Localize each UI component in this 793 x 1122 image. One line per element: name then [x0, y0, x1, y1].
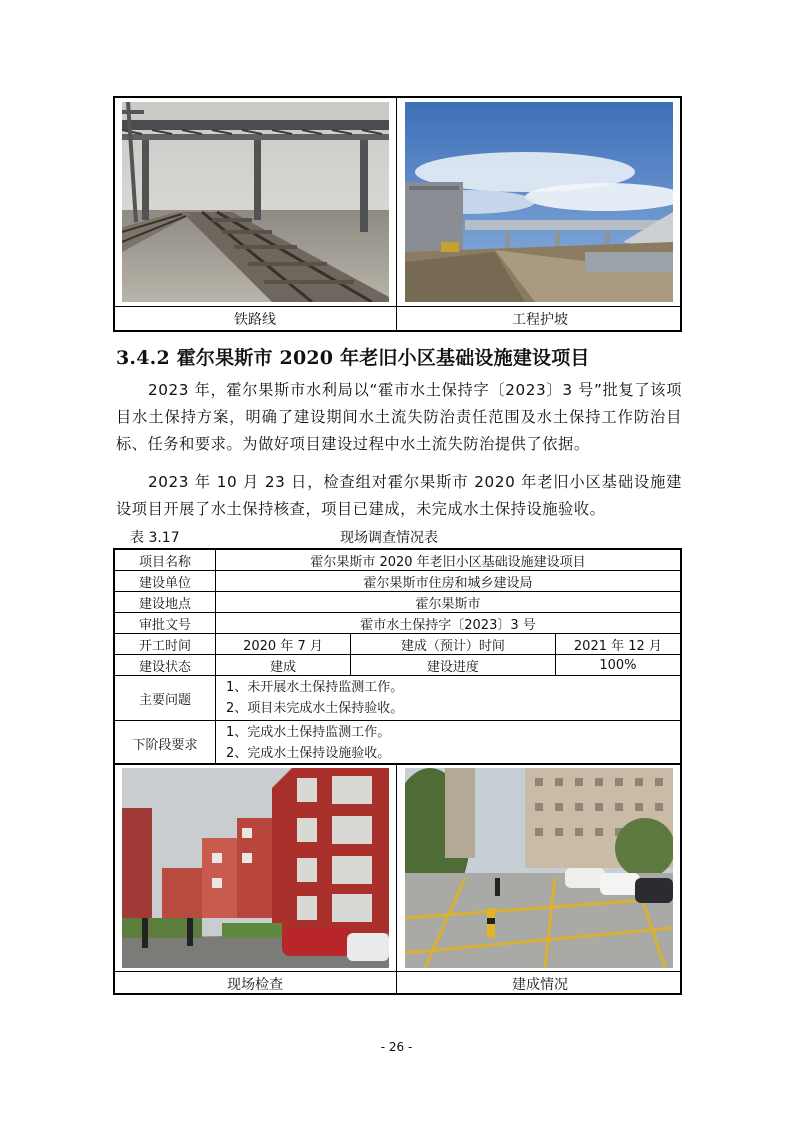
photo-caption-right: 建成情况: [512, 977, 568, 993]
cell-label: 开工时间: [114, 634, 216, 655]
bottom-photo-table: [113, 763, 682, 995]
cell-value: 2021 年 12 月: [555, 634, 681, 655]
table-row: [114, 613, 681, 634]
top-photo-table: [113, 96, 682, 332]
paragraph-inspection: 2023 年 10 月 23 日，检查组对霍尔果斯市 2020 年老旧小区基础设施建设项目开展了水土保持核查，项目已建成，未完成水土保持设施验收。: [116, 473, 682, 518]
cell-value: 霍尔果斯市住房和城乡建设局: [216, 571, 682, 592]
cell-value: 霍尔果斯市 2020 年老旧小区基础设施建设项目: [216, 549, 682, 571]
railway-photo: [122, 102, 389, 302]
table-title: 现场调查情况表: [340, 530, 438, 546]
site-inspection-photo: [122, 768, 389, 968]
requirement-item: 2、完成水土保持设施验收。: [226, 746, 391, 761]
cell-label: 项目名称: [114, 549, 216, 571]
photo-divider: [396, 765, 397, 993]
cell-label: 建设地点: [114, 592, 216, 613]
table-row: [114, 549, 681, 571]
cell-value: [216, 721, 682, 767]
photo-caption-left: 铁路线: [234, 312, 276, 328]
cell-value: 100%: [555, 655, 681, 676]
cell-value: 霍尔果斯市: [216, 592, 682, 613]
section-heading: 3.4.2 霍尔果斯市 2020 年老旧小区基础设施建设项目: [116, 347, 590, 369]
photo-divider: [396, 98, 397, 330]
cell-label: 主要问题: [114, 676, 216, 721]
cell-label: 建成（预计）时间: [351, 634, 556, 655]
table-row: [114, 634, 681, 655]
issue-item: 2、项目未完成水土保持验收。: [226, 701, 404, 716]
survey-table: [113, 548, 682, 767]
caption-rule: [115, 971, 680, 972]
table-row: [114, 676, 681, 721]
table-row: [114, 592, 681, 613]
photo-caption-left: 现场检查: [227, 977, 283, 993]
table-row: [114, 721, 681, 767]
photo-caption-right: 工程护坡: [512, 312, 568, 328]
caption-rule: [115, 306, 680, 307]
issue-item: 1、未开展水土保持监测工作。: [226, 680, 404, 695]
page-number: - 26 -: [380, 1040, 413, 1054]
table-row: [114, 571, 681, 592]
cell-value: [216, 676, 682, 721]
table-row: [114, 655, 681, 676]
cell-label: 建设单位: [114, 571, 216, 592]
table-number: 表 3.17: [130, 530, 180, 546]
cell-label: 下阶段要求: [114, 721, 216, 767]
slope-photo: [405, 102, 673, 302]
cell-label: 建设进度: [351, 655, 556, 676]
cell-value: 2020 年 7 月: [216, 634, 351, 655]
cell-label: 审批文号: [114, 613, 216, 634]
cell-label: 建设状态: [114, 655, 216, 676]
requirement-item: 1、完成水土保持监测工作。: [226, 725, 391, 740]
paragraph-approval: 2023 年，霍尔果斯市水利局以“霍市水土保持字〔2023〕3 号”批复了该项目水土保持方案，明确了建设期间水土流失防治责任范围及水土保持工作防治目标、任务和要求。为做好项目建设过程中水土流失防治提供了依据。: [116, 381, 682, 453]
cell-value: 霍市水土保持字〔2023〕3 号: [216, 613, 682, 634]
completion-photo: [405, 768, 673, 968]
cell-value: 建成: [216, 655, 351, 676]
